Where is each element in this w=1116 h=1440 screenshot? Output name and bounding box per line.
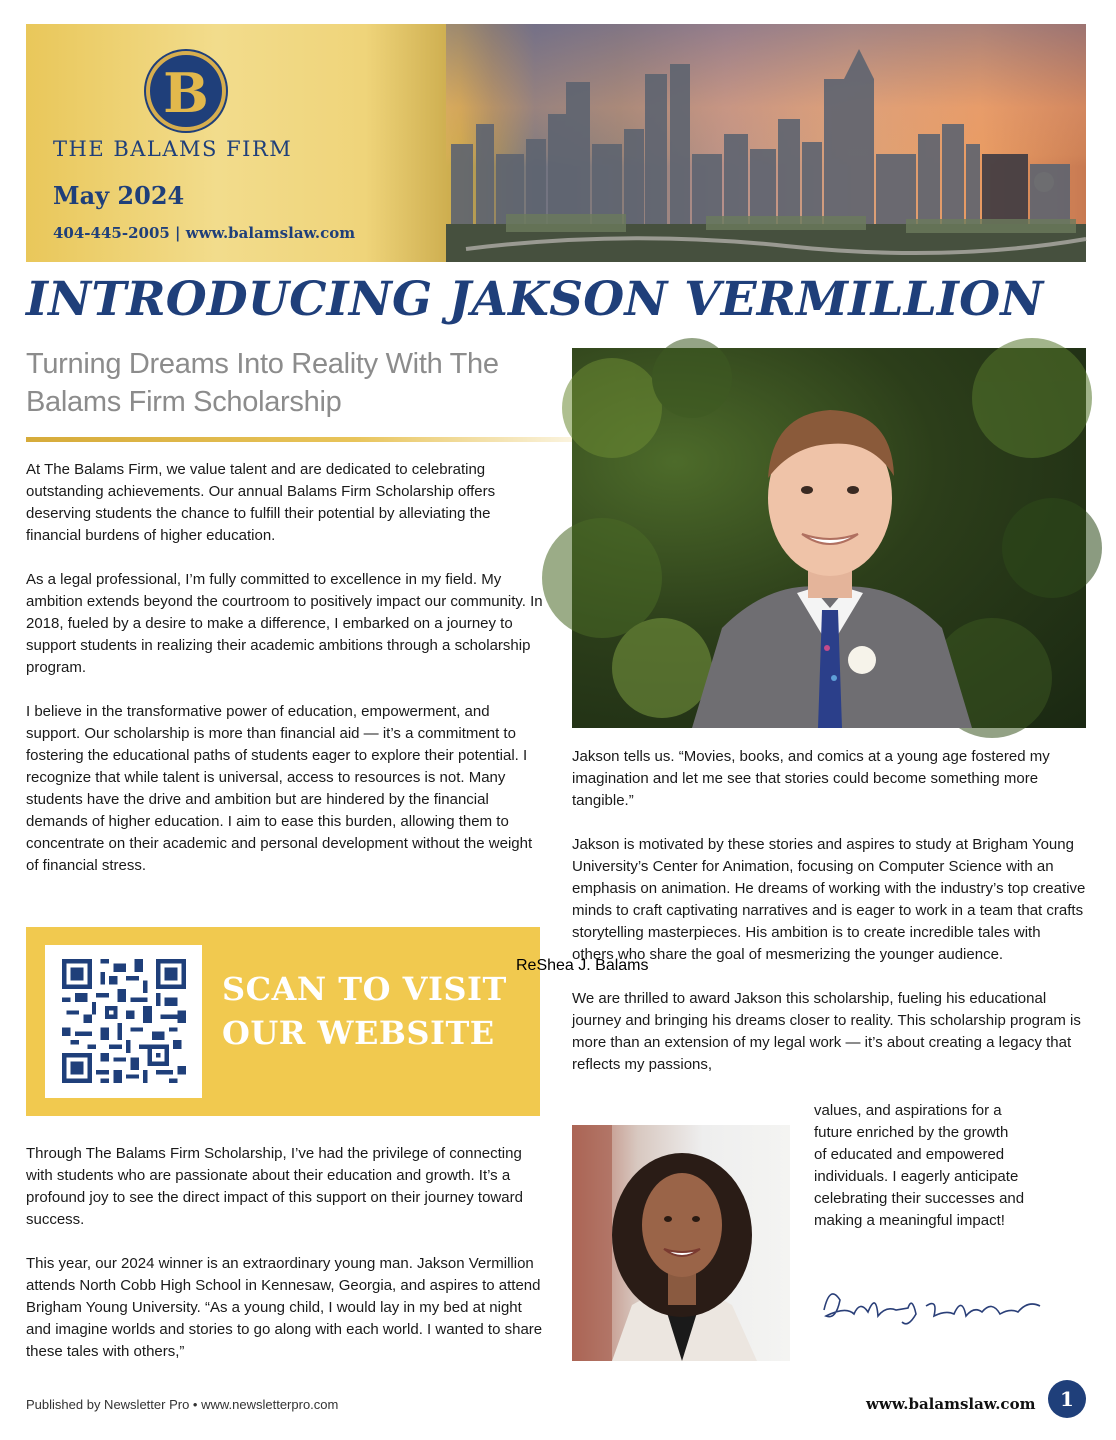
paragraph: This year, our 2024 winner is an extraordinary young man. Jakson Vermillion attends North Cobb High School in Kennesaw, Georgia, and aspires to attend Brigham Young University. “As a young child, I would lay in my bed at night and imagine worlds and stories to go along with each world. I wanted to share these tales with others,” [26,1255,543,1360]
qr-card [45,945,202,1098]
masthead-banner [26,24,1086,262]
paragraph: Jakson tells us. “Movies, books, and comics at a young age fostered my imagination and let me see that stories could become something more tangible.” [572,748,1050,809]
firm-logo-badge [146,51,226,131]
footer-website-link[interactable]: www.balamslaw.com [866,1395,1036,1413]
jakson-portrait-photo [572,348,1086,728]
publisher-credit: Published by Newsletter Pro • www.newsletterpro.com [26,1397,339,1412]
right-column-closing: values, and aspirations for a future enriched by the growth of educated and empowered individuals. I eagerly anticipate celebrating their successes and making a meaningful impact! [814,1102,1025,1229]
logo-letter: B [163,61,209,125]
paragraph: We are thrilled to award Jakson this scholarship, fueling his educational journey and bringing his dreams closer to reality. This scholarship program is more than an extension of my legal work — it’s about creating a legacy that reflects my passions, [572,990,1081,1073]
left-column-intro [26,459,546,899]
scan-qr-callout[interactable] [26,927,540,1116]
signature-text: ReShea J. Balams [516,957,649,974]
paragraph: Jakson is motivated by these stories and aspires to study at Brigham Young University’s Center for Animation, focusing on Computer Science with an emphasis on animation. He dreams of working with the industry’s top creative minds to craft captivating narratives and is eager to work in a team that crafts storytelling masterpieces. His ambition is to create incredible tales with others who share the goal of mesmerizing the younger audience. [572,836,1086,963]
paragraph: At The Balams Firm, we value talent and are dedicated to celebrating outstanding achievements. Our annual Balams Firm Scholarship offers deserving students the chance to fulfill their potential by alleviating the financial burdens of higher education. [26,461,496,544]
attorney-illustration [572,1125,790,1361]
contact-line: 404-445-2005 | www.balamslaw.com [53,224,356,242]
paragraph: Through The Balams Firm Scholarship, I’ve had the privilege of connecting with students who are passionate about their education and growth. It’s a profound joy to see the direct impact of this support on their journey toward success. [26,1145,523,1228]
paragraph: As a legal professional, I’m fully committed to excellence in my field. My ambition extends beyond the courtroom to positively impact our community. In 2018, fueled by a desire to make a difference, I embarked on a journey to support students in realizing their academic ambitions through a scholarship program. [26,571,543,676]
gold-divider [26,437,572,442]
qr-code-icon[interactable] [62,959,186,1083]
left-column-continued [26,1143,546,1385]
page-number-badge: 1 [1048,1380,1086,1418]
cta-text: SCAN TO VISIT OUR WEBSITE [222,970,507,1052]
article-subhead: Turning Dreams Into Reality With The Balams Firm Scholarship [26,348,499,418]
firm-name: THE BALAMS FIRM [53,137,293,161]
issue-date: May 2024 [53,181,185,210]
attorney-portrait-photo [572,1125,790,1361]
article-headline: INTRODUCING JAKSON VERMILLION [26,272,1044,327]
right-column-text [572,746,1086,1098]
paragraph: I believe in the transformative power of education, empowerment, and support. Our scholarship is more than financial aid — it’s a commitment to fostering the educational paths of students eager to explore their potential. I recognize that while talent is universal, access to resources is not. Many students have the drive and ambition but are hindered by the financial demands of higher education. I aim to ease this burden, allowing them to concentrate on their academic and personal development without the weight of financial stress. [26,703,533,874]
portrait-illustration [572,348,1086,728]
